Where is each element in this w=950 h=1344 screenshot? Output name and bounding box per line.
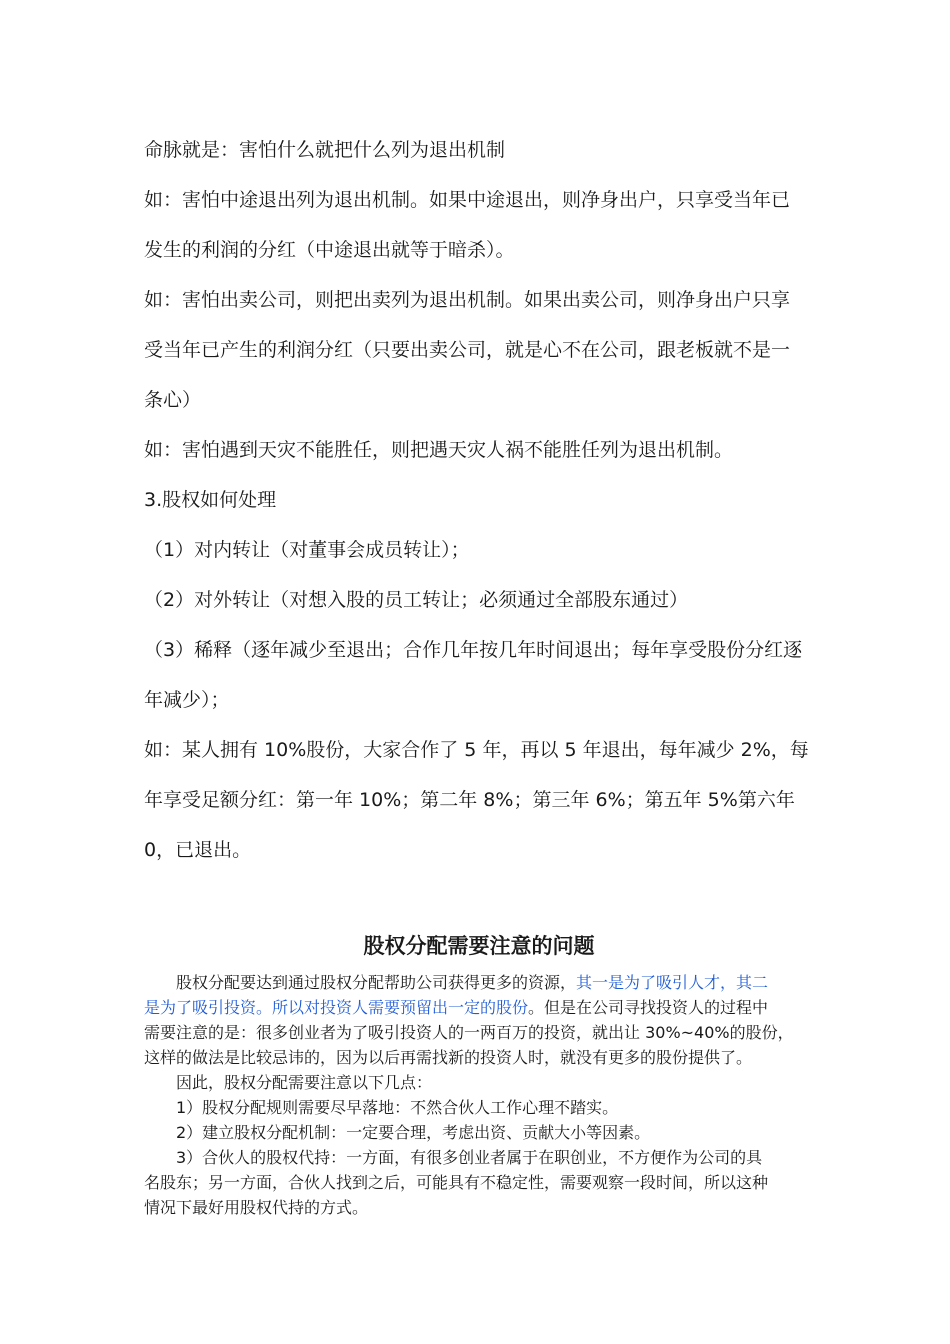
paragraph-line bbox=[144, 995, 824, 1020]
list-item: （3）稀释（逐年减少至退出；合作几年按几年时间退出；每年享受股份分红逐 bbox=[144, 639, 803, 661]
paragraph-line: 0，已退出。 bbox=[144, 839, 252, 861]
list-item: 3）合伙人的股权代持：一方面，有很多创业者属于在职创业，不方便作为公司的具 bbox=[176, 1148, 763, 1167]
paragraph-line: 命脉就是：害怕什么就把什么列为退出机制 bbox=[144, 139, 506, 161]
paragraph-line bbox=[144, 970, 824, 995]
exit-mechanism-section bbox=[144, 125, 814, 875]
list-item: （2）对外转让（对想入股的员工转让；必须通过全部股东通过） bbox=[144, 589, 689, 611]
paragraph-line: 如：害怕出卖公司，则把出卖列为退出机制。如果出卖公司，则净身出户只享 bbox=[144, 289, 791, 311]
paragraph-line: 条心） bbox=[144, 389, 202, 411]
paragraph-line: 名股东；另一方面，合伙人找到之后，可能具有不稳定性，需要观察一段时间，所以这种 bbox=[144, 1173, 769, 1192]
highlighted-text: 是为了吸引投资。所以对投资人需要预留出一定的股份 bbox=[144, 998, 529, 1017]
paragraph-text: 股权分配要达到通过股权分配帮助公司获得更多的资源， bbox=[176, 973, 577, 992]
paragraph-line: 这样的做法是比较忌讳的，因为以后再需找新的投资人时，就没有更多的股份提供了。 bbox=[144, 1048, 753, 1067]
list-item: 1）股权分配规则需要尽早落地：不然合伙人工作心理不踏实。 bbox=[176, 1098, 619, 1117]
paragraph-line: 情况下最好用股权代持的方式。 bbox=[144, 1198, 369, 1217]
paragraph-line: 受当年已产生的利润分红（只要出卖公司，就是心不在公司，跟老板就不是一 bbox=[144, 339, 791, 361]
paragraph-line: 如：害怕遇到天灾不能胜任，则把遇天灾人祸不能胜任列为退出机制。 bbox=[144, 439, 734, 461]
paragraph-line: 需要注意的是：很多创业者为了吸引投资人的一两百万的投资，就出让 30%~40%的股份， bbox=[144, 1023, 794, 1042]
paragraph-line: 因此，股权分配需要注意以下几点： bbox=[176, 1073, 433, 1092]
paragraph-line: 如：某人拥有 10%股份，大家合作了 5 年，再以 5 年退出，每年减少 2%，每 bbox=[144, 739, 809, 761]
paragraph-text: 。但是在公司寻找投资人的过程中 bbox=[528, 998, 769, 1017]
paragraph-line: 如：害怕中途退出列为退出机制。如果中途退出，则净身出户，只享受当年已 bbox=[144, 189, 791, 211]
paragraph-line: 年减少）； bbox=[144, 689, 230, 711]
highlighted-text: 其一是为了吸引人才，其二 bbox=[576, 973, 769, 992]
list-item: 2）建立股权分配机制：一定要合理，考虑出资、贡献大小等因素。 bbox=[176, 1123, 651, 1142]
paragraph-line: 年享受足额分红：第一年 10%；第二年 8%；第三年 6%；第五年 5%第六年 bbox=[144, 789, 795, 811]
equity-notes-section bbox=[144, 970, 824, 1220]
paragraph-line: 发生的利润的分红（中途退出就等于暗杀）。 bbox=[144, 239, 515, 261]
subheading: 3.股权如何处理 bbox=[144, 489, 277, 511]
list-item: （1）对内转让（对董事会成员转让）； bbox=[144, 539, 470, 561]
section-title: 股权分配需要注意的问题 bbox=[363, 934, 595, 958]
